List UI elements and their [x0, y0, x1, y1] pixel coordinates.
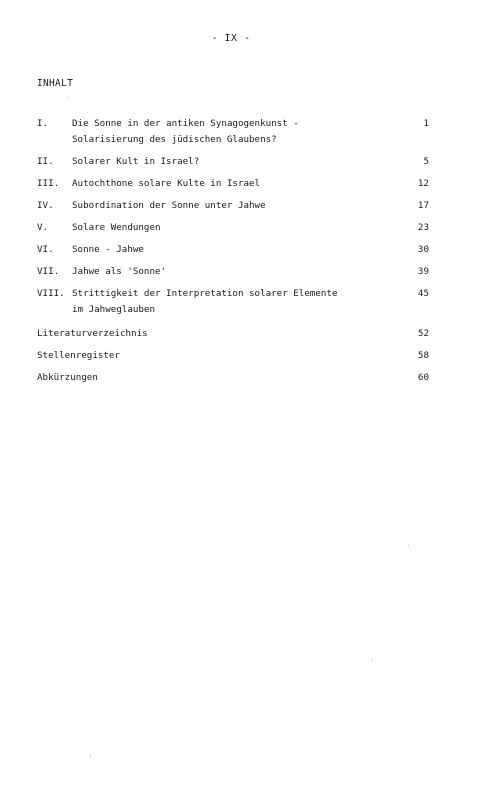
back-matter-page: 52	[417, 328, 429, 339]
back-matter-title: Abkürzungen	[37, 372, 98, 383]
back-matter-page: 60	[417, 372, 429, 383]
toc-entry	[37, 286, 429, 318]
page-number: - IX -	[211, 33, 251, 44]
back-matter-page: 58	[417, 350, 429, 361]
table-of-contents	[37, 116, 429, 392]
scan-speck	[90, 755, 91, 756]
toc-entry	[37, 116, 429, 148]
toc-entry-page: 5	[423, 156, 429, 167]
toc-entry	[37, 154, 429, 170]
toc-entry-numeral: III.	[37, 178, 60, 189]
toc-entry-numeral: VII.	[37, 266, 60, 277]
toc-entry-title: Solare Wendungen	[72, 222, 161, 233]
toc-entry	[37, 242, 429, 258]
toc-entry-numeral: VI.	[37, 244, 54, 255]
back-matter-entry	[37, 370, 429, 386]
toc-entry-title: Strittigkeit der Interpretation solarer Elemente im Jahweglauben	[72, 288, 338, 315]
toc-entry-page: 12	[417, 178, 429, 189]
scan-speck	[408, 545, 409, 546]
toc-entry	[37, 176, 429, 192]
toc-entry-numeral: II.	[37, 156, 54, 167]
toc-entry-numeral: I.	[37, 118, 49, 129]
toc-entry-page: 17	[417, 200, 429, 211]
toc-entry-title: Solarer Kult in Israel?	[72, 156, 200, 167]
scan-speck	[68, 97, 69, 98]
toc-entry	[37, 264, 429, 280]
toc-entry	[37, 198, 429, 214]
back-matter-title: Literaturverzeichnis	[37, 328, 148, 339]
back-matter-title: Stellenregister	[37, 350, 120, 361]
toc-entry-title: Sonne - Jahwe	[72, 244, 144, 255]
back-matter-entry	[37, 348, 429, 364]
toc-entry-numeral: V.	[37, 222, 49, 233]
toc-entry-title: Autochthone solare Kulte in Israel	[72, 178, 261, 189]
contents-heading: INHALT	[37, 78, 74, 89]
toc-entry-page: 23	[417, 222, 429, 233]
toc-entry-title: Die Sonne in der antiken Synagogenkunst - Solarisierung des jüdischen Glaubens?	[72, 118, 299, 145]
toc-entry-page: 30	[417, 244, 429, 255]
toc-entry-numeral: VIII.	[37, 288, 65, 299]
toc-entry-page: 1	[423, 118, 429, 129]
toc-entry-title: Jahwe als 'Sonne'	[72, 266, 167, 277]
toc-entry	[37, 220, 429, 236]
toc-entry-page: 39	[417, 266, 429, 277]
toc-entry-page: 45	[417, 288, 429, 299]
back-matter-entry	[37, 326, 429, 342]
toc-entry-numeral: IV.	[37, 200, 54, 211]
toc-entry-title: Subordination der Sonne unter Jahwe	[72, 200, 266, 211]
scan-speck	[372, 660, 373, 661]
